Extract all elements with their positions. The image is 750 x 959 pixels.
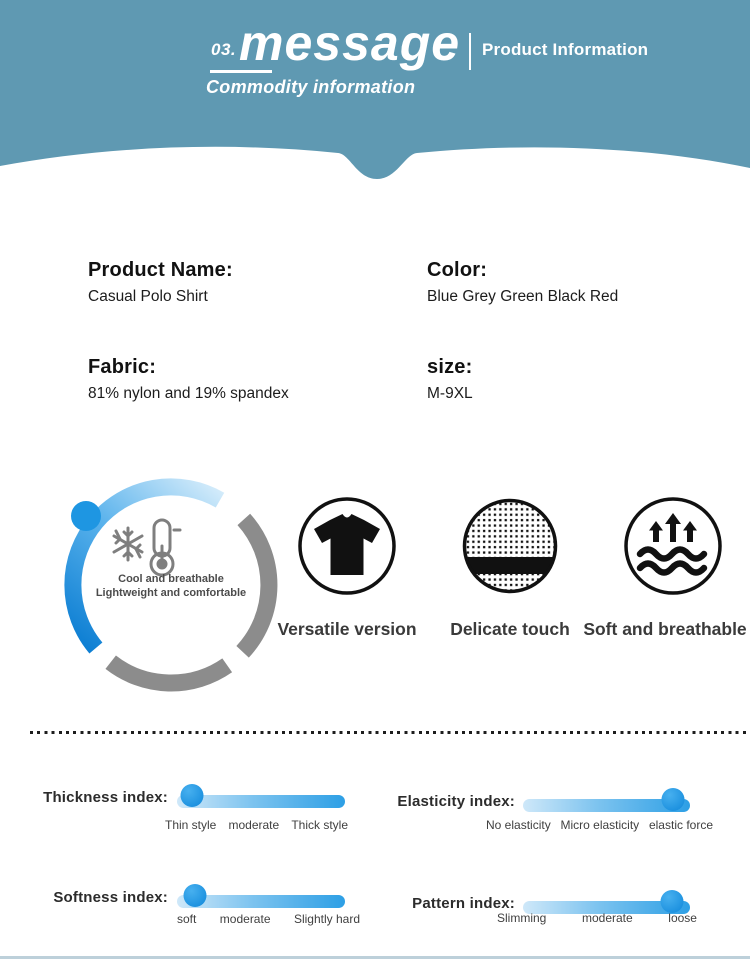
softness-scale <box>177 912 360 926</box>
scale-label: Thin style <box>165 818 217 832</box>
softness-slider-knob[interactable] <box>184 884 207 907</box>
header-subtitle: Product Information <box>482 40 649 59</box>
size-value: M-9XL <box>427 385 473 402</box>
product-name-label: Product Name: <box>88 259 233 281</box>
header-tagline: Commodity information <box>206 77 416 97</box>
elasticity-index-label: Elasticity index: <box>397 793 515 810</box>
product-name-field <box>88 259 408 306</box>
ring-badge-text <box>71 572 271 600</box>
fabric-value: 81% nylon and 19% spandex <box>88 385 289 402</box>
product-name-value: Casual Polo Shirt <box>88 288 208 305</box>
feature-label-delicate: Delicate touch <box>450 619 570 639</box>
thickness-scale <box>165 818 348 832</box>
snowflake-thermometer-icon <box>114 520 180 575</box>
header-title: message <box>239 15 461 71</box>
thickness-index-slider[interactable] <box>177 795 345 808</box>
scale-label: moderate <box>581 911 633 925</box>
feature-label-versatile: Versatile version <box>277 619 417 639</box>
softness-index-slider[interactable] <box>177 895 345 908</box>
elasticity-slider-knob[interactable] <box>662 788 685 811</box>
pattern-index-label: Pattern index: <box>412 895 515 912</box>
scale-label: Slightly hard <box>293 912 360 926</box>
scale-label: loose <box>668 911 697 925</box>
scale-label: Micro elasticity <box>560 818 640 832</box>
fabric-texture-icon <box>460 496 560 596</box>
color-label: Color: <box>427 259 488 281</box>
feature-label-soft: Soft and breathable <box>583 619 747 639</box>
ring-badge-line1: Cool and breathable <box>118 573 224 585</box>
scale-label: soft <box>177 912 197 926</box>
pattern-slider-knob[interactable] <box>660 890 683 913</box>
color-value: Blue Grey Green Black Red <box>427 288 619 305</box>
scale-label: Thick style <box>291 818 348 832</box>
header-section-number: 03. <box>211 40 237 59</box>
scale-label: moderate <box>228 818 280 832</box>
fabric-label: Fabric: <box>88 356 157 378</box>
pattern-scale <box>497 911 697 925</box>
dotted-divider <box>30 731 746 734</box>
scale-label: Slimming <box>497 911 547 925</box>
ring-badge-line2: Lightweight and comfortable <box>95 587 247 599</box>
size-field <box>427 356 747 403</box>
softness-index-label: Softness index: <box>53 889 168 906</box>
scale-label: elastic force <box>648 818 713 832</box>
tshirt-icon <box>297 496 397 596</box>
blue-dot <box>71 501 101 531</box>
breathable-waves-icon <box>623 496 723 596</box>
color-field <box>427 259 747 306</box>
fabric-field <box>88 356 408 403</box>
elasticity-scale <box>486 818 713 832</box>
scale-label: No elasticity <box>486 818 551 832</box>
size-label: size: <box>427 356 473 378</box>
elasticity-index-slider[interactable] <box>523 799 690 812</box>
thickness-index-label: Thickness index: <box>43 789 168 806</box>
scale-label: moderate <box>219 912 271 926</box>
thickness-slider-knob[interactable] <box>181 784 204 807</box>
header-divider <box>469 33 471 70</box>
